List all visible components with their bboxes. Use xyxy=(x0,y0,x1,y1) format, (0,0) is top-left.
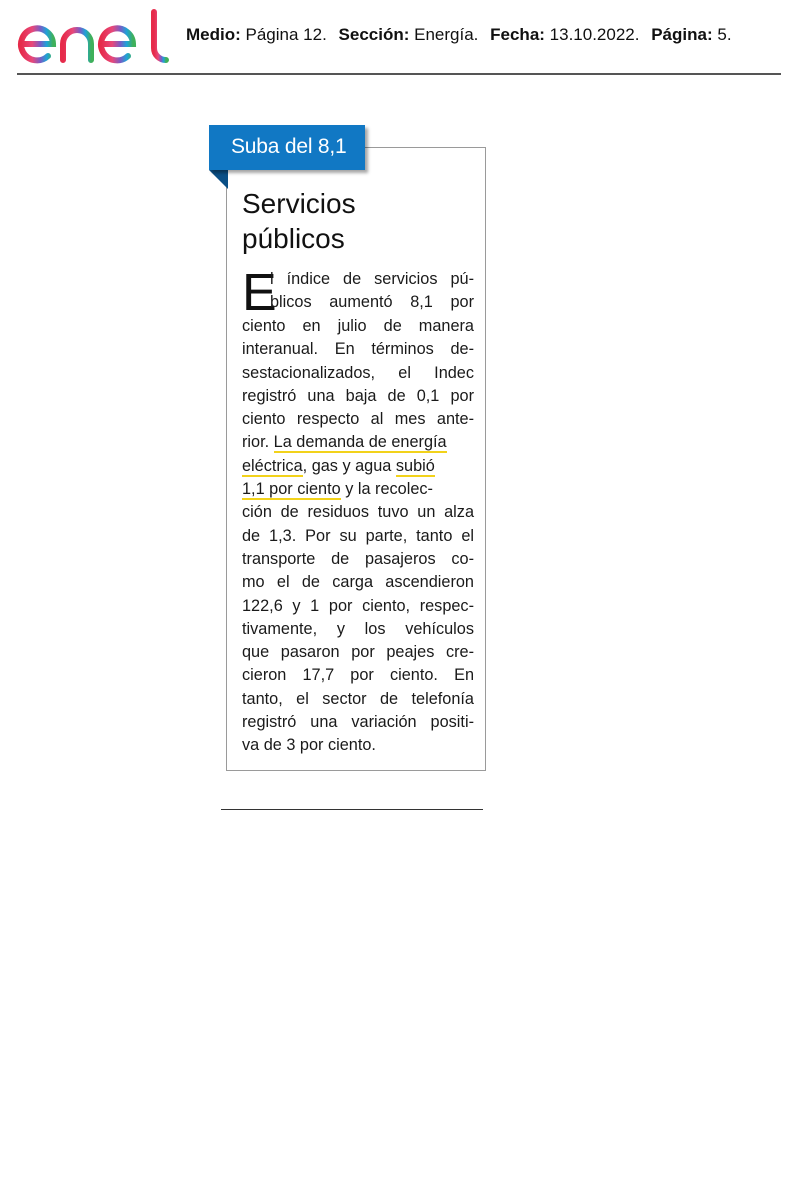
body-line xyxy=(242,478,474,501)
body-line: transporte de pasajeros co- xyxy=(242,549,474,568)
body-line xyxy=(242,431,474,454)
header-divider xyxy=(17,73,781,75)
body-line: blicos aumentó 8,1 por xyxy=(270,293,474,312)
body-line: va de 3 por ciento. xyxy=(242,736,376,755)
body-line: registró una variación positi- xyxy=(242,713,474,732)
medio-value: Página 12. xyxy=(245,25,327,44)
body-line: sestacionalizados, el Indec xyxy=(242,363,474,382)
fecha-value: 13.10.2022. xyxy=(549,25,640,44)
enel-logo xyxy=(16,8,172,66)
body-line xyxy=(242,455,474,478)
body-line: interanual. En términos de- xyxy=(242,340,474,359)
section-tag-label: Suba del 8,1 xyxy=(231,135,347,158)
highlighted-phrase: eléctrica xyxy=(242,456,303,475)
seccion-value: Energía. xyxy=(414,25,479,44)
headline-line: públicos xyxy=(242,223,345,254)
body-line: ción de residuos tuvo un alza xyxy=(242,503,474,522)
body-line: mo el de carga ascendieron xyxy=(242,573,474,592)
body-line: tanto, el sector de telefonía xyxy=(242,689,474,708)
medio-label: Medio: xyxy=(186,25,241,44)
seccion-label: Sección: xyxy=(338,25,410,44)
body-line: ciento en julio de manera xyxy=(242,317,474,335)
highlighted-phrase: 1,1 por ciento xyxy=(242,480,341,499)
article-body xyxy=(242,264,474,758)
highlighted-phrase: La demanda de energía xyxy=(273,433,447,452)
section-tag xyxy=(209,125,365,170)
body-line: de 1,3. Por su parte, tanto el xyxy=(242,526,474,545)
body-line: ciento respecto al mes ante- xyxy=(242,410,474,429)
body-text-fragment: , gas y agua xyxy=(302,456,396,475)
body-line: l índice de servicios pú- xyxy=(270,270,474,288)
highlighted-phrase: subió xyxy=(395,456,435,475)
body-line: que pasaron por peajes cre- xyxy=(242,643,474,662)
page-header xyxy=(0,0,800,76)
tag-ribbon-fold xyxy=(209,170,228,189)
body-line: cieron 17,7 por ciento. En xyxy=(242,666,474,685)
body-line: 122,6 y 1 por ciento, respec- xyxy=(242,596,474,615)
publication-metadata xyxy=(186,24,732,46)
clipping-bottom-rule xyxy=(221,809,483,810)
article-headline xyxy=(242,186,472,256)
body-text-fragment: y la recolec- xyxy=(340,480,433,499)
body-line: registró una baja de 0,1 por xyxy=(242,386,474,405)
body-line: tivamente, y los vehículos xyxy=(242,619,474,638)
fecha-label: Fecha: xyxy=(490,25,545,44)
body-text-fragment: rior. xyxy=(242,433,270,452)
pagina-label: Página: xyxy=(651,25,713,44)
pagina-value: 5. xyxy=(717,25,732,44)
headline-line: Servicios xyxy=(242,188,356,219)
drop-cap: E xyxy=(242,264,277,322)
